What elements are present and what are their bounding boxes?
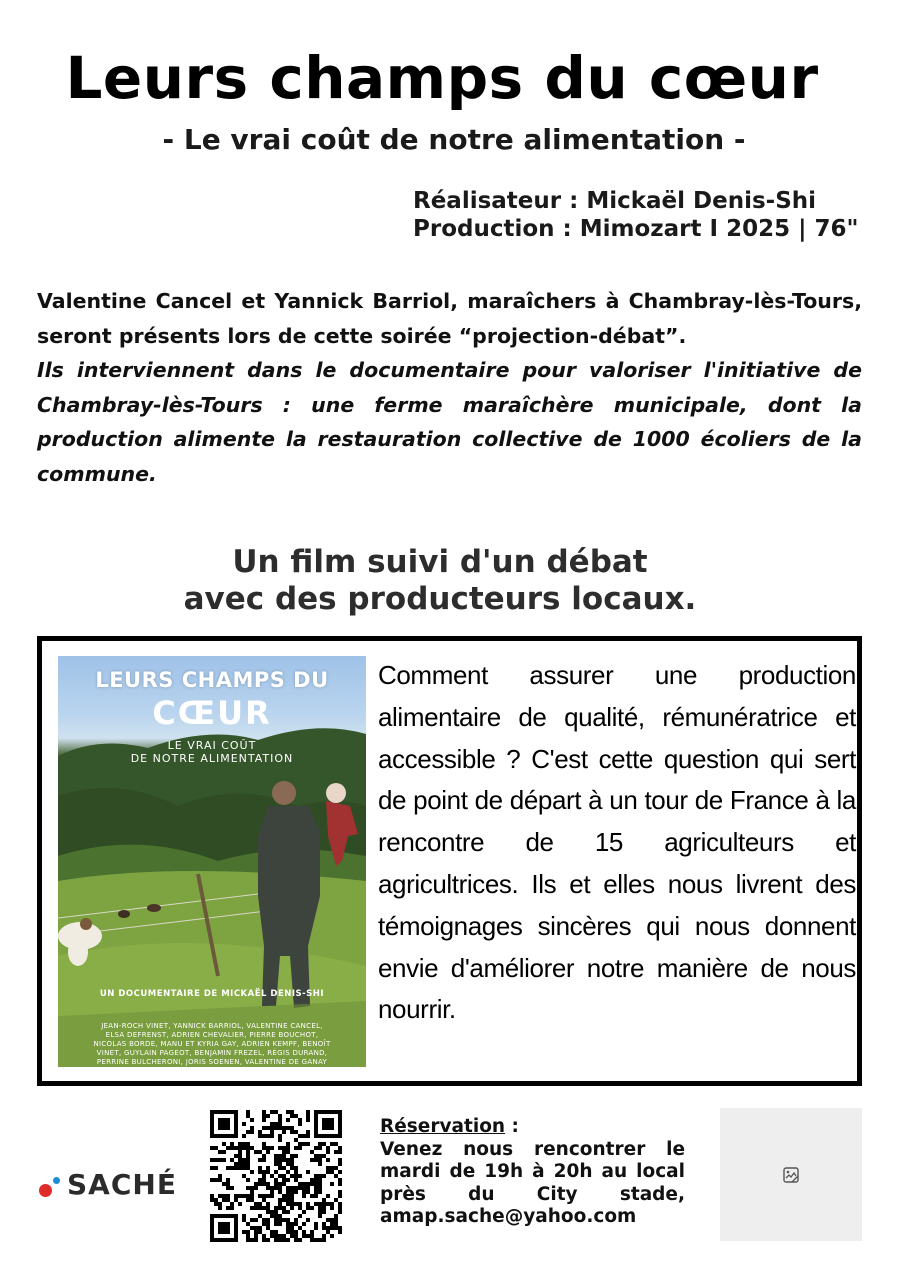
intro-paragraph — [37, 284, 862, 491]
poster-cast — [86, 1022, 338, 1067]
poster-title: LEURS CHAMPS DU — [95, 668, 329, 692]
page-subtitle: - Le vrai coût de notre alimentation - — [162, 123, 746, 156]
film-poster — [58, 656, 366, 1067]
intro-text: Valentine Cancel et Yannick Barriol, maraîchers à Chambray-lès-Tours, seront présents lors de cette soirée “projection-débat”. — [37, 289, 862, 348]
tagline-line-1: Un film suivi d'un débat — [232, 544, 648, 580]
poster-subtitle-1: LE VRAI COÛT — [167, 739, 257, 752]
film-box — [37, 636, 862, 1086]
film-description: Comment assurer une production alimentaire de qualité, rémunératrice et accessible ? C'est cette question qui sert de point de départ à un tour de France à la rencontre de 15 agriculteurs et agricultrices. Ils et elles nous livrent des témoignages sincères qui nous donnent envie d'améliorer notre manière de nous nourrir. — [378, 660, 856, 1025]
poster-cast-line: PERRINE BULCHERONI, JORIS SOENEN, VALENTINE DE GANAY — [96, 1058, 328, 1066]
intro-italic-text: Ils interviennent dans le documentaire pour valoriser l'initiative de Chambray-lès-Tours : une ferme maraîchère municipale, dont la production alimente la restauration collective de 1000 écoliers de la commune. — [37, 358, 862, 486]
poster-director-credit: UN DOCUMENTAIRE DE MICKAËL DENIS-SHI — [99, 989, 325, 999]
reservation-head: Réservation — [380, 1116, 506, 1137]
poster-cast-line: ELSA DEFRENST, ADRIEN CHEVALIER, PIERRE BOUCHOT, — [105, 1031, 319, 1039]
reservation-body: Venez nous rencontrer le mardi de 19h à 20h au local près du City stade, amap.sache@yahoo.com — [380, 1138, 685, 1227]
production-line: Production : Mimozart I 2025 | 76" — [413, 216, 859, 242]
logo-text: SACHÉ — [67, 1168, 177, 1201]
logo-dots-icon — [39, 1173, 63, 1197]
poster-subtitle-2: DE NOTRE ALIMENTATION — [130, 752, 294, 765]
broken-image-icon — [782, 1166, 800, 1184]
reservation-block — [380, 1116, 685, 1229]
poster-cast-line: VINET, GUYLAIN PAGEOT, BENJAMIN FREZEL, RÉGIS DURAND, — [96, 1049, 328, 1057]
qr-code-icon[interactable] — [210, 1110, 342, 1242]
poster-cast-line: NICOLAS BORDE, MANU ET KYRIA GAY, ADRIEN KEMPF, BENOÎT — [93, 1040, 331, 1048]
poster-cast-line: JEAN-ROCH VINET, YANNICK BARRIOL, VALENTINE CANCEL, — [101, 1022, 323, 1030]
reservation-colon: : — [505, 1116, 519, 1137]
tagline-line-2: avec des producteurs locaux. — [183, 581, 697, 617]
credits-block — [413, 187, 859, 243]
image-placeholder — [720, 1108, 862, 1241]
logo-red-dot — [39, 1184, 52, 1197]
director-line: Réalisateur : Mickaël Denis-Shi — [413, 188, 817, 214]
sache-logo — [39, 1168, 177, 1201]
reservation-heading — [380, 1116, 685, 1139]
logo-blue-dot — [53, 1177, 60, 1184]
poster-title-coeur: CŒUR — [152, 694, 272, 732]
page-title: Leurs champs du cœur — [65, 44, 819, 112]
tagline — [0, 544, 880, 618]
